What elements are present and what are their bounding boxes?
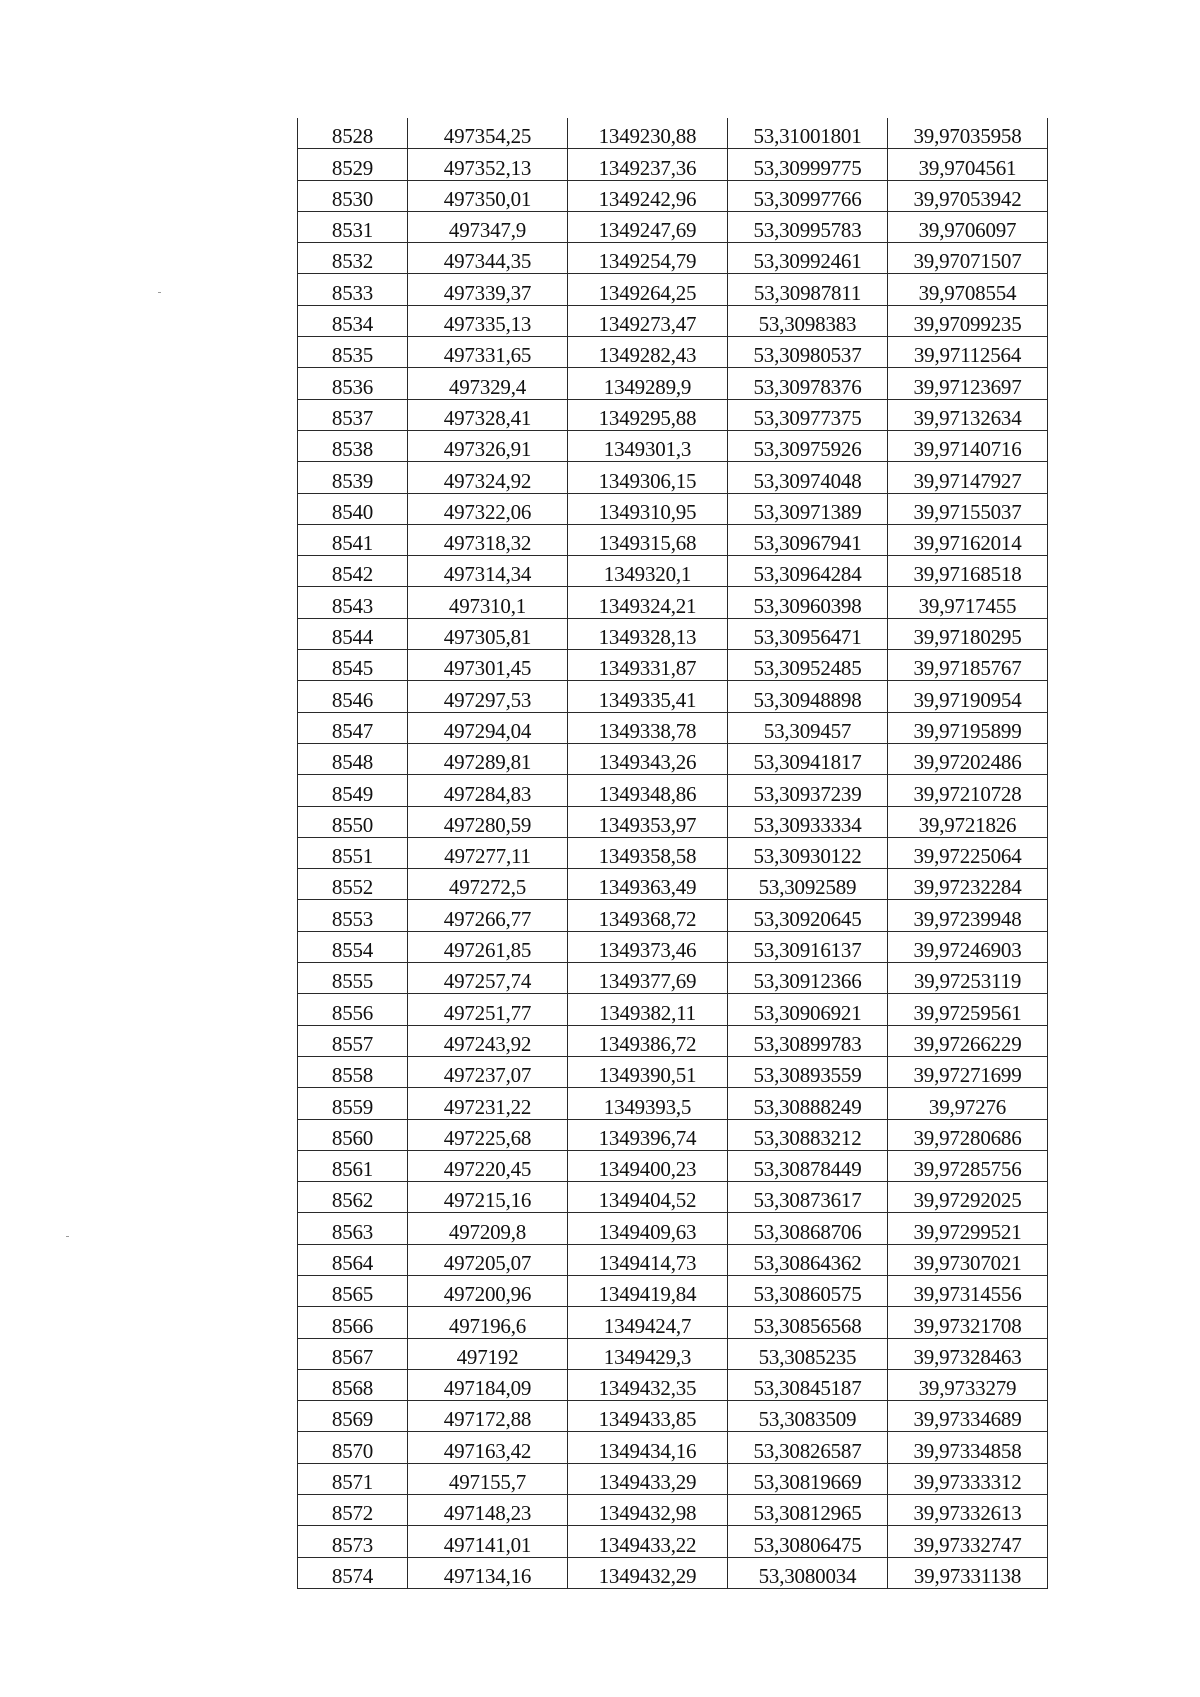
x-coordinate-cell: 497200,96 xyxy=(408,1275,568,1306)
point-number-cell: 8566 xyxy=(298,1307,408,1338)
point-number-cell: 8569 xyxy=(298,1401,408,1432)
latitude-cell: 53,3083509 xyxy=(728,1401,888,1432)
longitude-cell: 39,9717455 xyxy=(888,587,1048,618)
longitude-cell: 39,97162014 xyxy=(888,524,1048,555)
table-row xyxy=(298,1307,1048,1338)
latitude-cell: 53,30893559 xyxy=(728,1056,888,1087)
y-coordinate-cell: 1349306,15 xyxy=(568,462,728,493)
point-number-cell: 8571 xyxy=(298,1463,408,1494)
longitude-cell: 39,97276 xyxy=(888,1088,1048,1119)
y-coordinate-cell: 1349331,87 xyxy=(568,650,728,681)
table-row xyxy=(298,493,1048,524)
x-coordinate-cell: 497205,07 xyxy=(408,1244,568,1275)
point-number-cell: 8559 xyxy=(298,1088,408,1119)
table-row xyxy=(298,305,1048,336)
point-number-cell: 8551 xyxy=(298,837,408,868)
table-row xyxy=(298,1056,1048,1087)
x-coordinate-cell: 497231,22 xyxy=(408,1088,568,1119)
x-coordinate-cell: 497284,83 xyxy=(408,775,568,806)
x-coordinate-cell: 497225,68 xyxy=(408,1119,568,1150)
x-coordinate-cell: 497329,4 xyxy=(408,368,568,399)
longitude-cell: 39,97053942 xyxy=(888,180,1048,211)
table-row xyxy=(298,1244,1048,1275)
y-coordinate-cell: 1349386,72 xyxy=(568,1025,728,1056)
scan-speck xyxy=(66,1236,69,1237)
latitude-cell: 53,30845187 xyxy=(728,1369,888,1400)
x-coordinate-cell: 497134,16 xyxy=(408,1557,568,1588)
longitude-cell: 39,97280686 xyxy=(888,1119,1048,1150)
table-row xyxy=(298,618,1048,649)
latitude-cell: 53,30987811 xyxy=(728,274,888,305)
latitude-cell: 53,30978376 xyxy=(728,368,888,399)
table-row xyxy=(298,587,1048,618)
longitude-cell: 39,97285756 xyxy=(888,1150,1048,1181)
point-number-cell: 8544 xyxy=(298,618,408,649)
x-coordinate-cell: 497261,85 xyxy=(408,931,568,962)
point-number-cell: 8531 xyxy=(298,211,408,242)
longitude-cell: 39,97232284 xyxy=(888,869,1048,900)
point-number-cell: 8537 xyxy=(298,399,408,430)
longitude-cell: 39,9733279 xyxy=(888,1369,1048,1400)
table-row xyxy=(298,274,1048,305)
latitude-cell: 53,30960398 xyxy=(728,587,888,618)
table-row xyxy=(298,775,1048,806)
scan-speck xyxy=(158,292,161,293)
y-coordinate-cell: 1349358,58 xyxy=(568,837,728,868)
y-coordinate-cell: 1349432,98 xyxy=(568,1495,728,1526)
point-number-cell: 8541 xyxy=(298,524,408,555)
y-coordinate-cell: 1349363,49 xyxy=(568,869,728,900)
point-number-cell: 8564 xyxy=(298,1244,408,1275)
latitude-cell: 53,30856568 xyxy=(728,1307,888,1338)
point-number-cell: 8567 xyxy=(298,1338,408,1369)
latitude-cell: 53,30992461 xyxy=(728,243,888,274)
table-row xyxy=(298,1557,1048,1588)
longitude-cell: 39,9708554 xyxy=(888,274,1048,305)
x-coordinate-cell: 497301,45 xyxy=(408,650,568,681)
longitude-cell: 39,97155037 xyxy=(888,493,1048,524)
longitude-cell: 39,97246903 xyxy=(888,931,1048,962)
point-number-cell: 8533 xyxy=(298,274,408,305)
point-number-cell: 8555 xyxy=(298,963,408,994)
x-coordinate-cell: 497310,1 xyxy=(408,587,568,618)
latitude-cell: 53,30920645 xyxy=(728,900,888,931)
latitude-cell: 53,30826587 xyxy=(728,1432,888,1463)
y-coordinate-cell: 1349409,63 xyxy=(568,1213,728,1244)
latitude-cell: 53,31001801 xyxy=(728,118,888,149)
y-coordinate-cell: 1349343,26 xyxy=(568,743,728,774)
point-number-cell: 8545 xyxy=(298,650,408,681)
x-coordinate-cell: 497257,74 xyxy=(408,963,568,994)
y-coordinate-cell: 1349393,5 xyxy=(568,1088,728,1119)
table-row xyxy=(298,337,1048,368)
latitude-cell: 53,30952485 xyxy=(728,650,888,681)
point-number-cell: 8552 xyxy=(298,869,408,900)
x-coordinate-cell: 497344,35 xyxy=(408,243,568,274)
longitude-cell: 39,97112564 xyxy=(888,337,1048,368)
point-number-cell: 8528 xyxy=(298,118,408,149)
y-coordinate-cell: 1349353,97 xyxy=(568,806,728,837)
point-number-cell: 8574 xyxy=(298,1557,408,1588)
table-row xyxy=(298,462,1048,493)
y-coordinate-cell: 1349273,47 xyxy=(568,305,728,336)
latitude-cell: 53,30864362 xyxy=(728,1244,888,1275)
table-row xyxy=(298,1369,1048,1400)
latitude-cell: 53,30906921 xyxy=(728,994,888,1025)
table-row xyxy=(298,1119,1048,1150)
table-row xyxy=(298,1526,1048,1557)
table-row xyxy=(298,1401,1048,1432)
x-coordinate-cell: 497328,41 xyxy=(408,399,568,430)
table-row xyxy=(298,1463,1048,1494)
point-number-cell: 8560 xyxy=(298,1119,408,1150)
x-coordinate-cell: 497297,53 xyxy=(408,681,568,712)
table-row xyxy=(298,149,1048,180)
y-coordinate-cell: 1349254,79 xyxy=(568,243,728,274)
table-row xyxy=(298,556,1048,587)
table-row xyxy=(298,430,1048,461)
table-row xyxy=(298,712,1048,743)
latitude-cell: 53,30964284 xyxy=(728,556,888,587)
table-row xyxy=(298,869,1048,900)
y-coordinate-cell: 1349433,85 xyxy=(568,1401,728,1432)
latitude-cell: 53,30956471 xyxy=(728,618,888,649)
table-row xyxy=(298,837,1048,868)
longitude-cell: 39,97225064 xyxy=(888,837,1048,868)
y-coordinate-cell: 1349301,3 xyxy=(568,430,728,461)
y-coordinate-cell: 1349335,41 xyxy=(568,681,728,712)
longitude-cell: 39,97321708 xyxy=(888,1307,1048,1338)
y-coordinate-cell: 1349400,23 xyxy=(568,1150,728,1181)
x-coordinate-cell: 497324,92 xyxy=(408,462,568,493)
longitude-cell: 39,9706097 xyxy=(888,211,1048,242)
latitude-cell: 53,3085235 xyxy=(728,1338,888,1369)
point-number-cell: 8568 xyxy=(298,1369,408,1400)
longitude-cell: 39,97331138 xyxy=(888,1557,1048,1588)
table-row xyxy=(298,743,1048,774)
longitude-cell: 39,97292025 xyxy=(888,1182,1048,1213)
point-number-cell: 8573 xyxy=(298,1526,408,1557)
point-number-cell: 8572 xyxy=(298,1495,408,1526)
table-row xyxy=(298,1088,1048,1119)
point-number-cell: 8542 xyxy=(298,556,408,587)
table-row xyxy=(298,211,1048,242)
y-coordinate-cell: 1349404,52 xyxy=(568,1182,728,1213)
latitude-cell: 53,3080034 xyxy=(728,1557,888,1588)
y-coordinate-cell: 1349310,95 xyxy=(568,493,728,524)
point-number-cell: 8532 xyxy=(298,243,408,274)
x-coordinate-cell: 497243,92 xyxy=(408,1025,568,1056)
latitude-cell: 53,30930122 xyxy=(728,837,888,868)
point-number-cell: 8540 xyxy=(298,493,408,524)
x-coordinate-cell: 497266,77 xyxy=(408,900,568,931)
table-row xyxy=(298,931,1048,962)
table-row xyxy=(298,524,1048,555)
latitude-cell: 53,3098383 xyxy=(728,305,888,336)
longitude-cell: 39,97299521 xyxy=(888,1213,1048,1244)
point-number-cell: 8570 xyxy=(298,1432,408,1463)
longitude-cell: 39,97071507 xyxy=(888,243,1048,274)
longitude-cell: 39,97147927 xyxy=(888,462,1048,493)
point-number-cell: 8547 xyxy=(298,712,408,743)
table-row xyxy=(298,963,1048,994)
point-number-cell: 8565 xyxy=(298,1275,408,1306)
table-row xyxy=(298,180,1048,211)
x-coordinate-cell: 497305,81 xyxy=(408,618,568,649)
latitude-cell: 53,30948898 xyxy=(728,681,888,712)
y-coordinate-cell: 1349390,51 xyxy=(568,1056,728,1087)
y-coordinate-cell: 1349348,86 xyxy=(568,775,728,806)
longitude-cell: 39,97239948 xyxy=(888,900,1048,931)
point-number-cell: 8548 xyxy=(298,743,408,774)
x-coordinate-cell: 497339,37 xyxy=(408,274,568,305)
point-number-cell: 8538 xyxy=(298,430,408,461)
latitude-cell: 53,30937239 xyxy=(728,775,888,806)
latitude-cell: 53,3092589 xyxy=(728,869,888,900)
longitude-cell: 39,97334689 xyxy=(888,1401,1048,1432)
longitude-cell: 39,97185767 xyxy=(888,650,1048,681)
table-row xyxy=(298,1213,1048,1244)
x-coordinate-cell: 497331,65 xyxy=(408,337,568,368)
latitude-cell: 53,30873617 xyxy=(728,1182,888,1213)
y-coordinate-cell: 1349433,22 xyxy=(568,1526,728,1557)
point-number-cell: 8561 xyxy=(298,1150,408,1181)
latitude-cell: 53,30916137 xyxy=(728,931,888,962)
longitude-cell: 39,97332613 xyxy=(888,1495,1048,1526)
longitude-cell: 39,97168518 xyxy=(888,556,1048,587)
latitude-cell: 53,30878449 xyxy=(728,1150,888,1181)
point-number-cell: 8558 xyxy=(298,1056,408,1087)
table-row xyxy=(298,806,1048,837)
longitude-cell: 39,9721826 xyxy=(888,806,1048,837)
x-coordinate-cell: 497352,13 xyxy=(408,149,568,180)
y-coordinate-cell: 1349324,21 xyxy=(568,587,728,618)
x-coordinate-cell: 497237,07 xyxy=(408,1056,568,1087)
table-row xyxy=(298,1025,1048,1056)
point-number-cell: 8553 xyxy=(298,900,408,931)
table-row xyxy=(298,1432,1048,1463)
x-coordinate-cell: 497148,23 xyxy=(408,1495,568,1526)
latitude-cell: 53,30974048 xyxy=(728,462,888,493)
x-coordinate-cell: 497314,34 xyxy=(408,556,568,587)
x-coordinate-cell: 497280,59 xyxy=(408,806,568,837)
x-coordinate-cell: 497272,5 xyxy=(408,869,568,900)
point-number-cell: 8562 xyxy=(298,1182,408,1213)
table-row xyxy=(298,681,1048,712)
y-coordinate-cell: 1349230,88 xyxy=(568,118,728,149)
longitude-cell: 39,97333312 xyxy=(888,1463,1048,1494)
latitude-cell: 53,30971389 xyxy=(728,493,888,524)
y-coordinate-cell: 1349328,13 xyxy=(568,618,728,649)
longitude-cell: 39,97210728 xyxy=(888,775,1048,806)
latitude-cell: 53,30899783 xyxy=(728,1025,888,1056)
y-coordinate-cell: 1349295,88 xyxy=(568,399,728,430)
latitude-cell: 53,30888249 xyxy=(728,1088,888,1119)
table-row xyxy=(298,1338,1048,1369)
y-coordinate-cell: 1349242,96 xyxy=(568,180,728,211)
longitude-cell: 39,97259561 xyxy=(888,994,1048,1025)
coordinates-table xyxy=(297,118,1048,1589)
y-coordinate-cell: 1349338,78 xyxy=(568,712,728,743)
longitude-cell: 39,97202486 xyxy=(888,743,1048,774)
table-row xyxy=(298,650,1048,681)
latitude-cell: 53,30977375 xyxy=(728,399,888,430)
y-coordinate-cell: 1349433,29 xyxy=(568,1463,728,1494)
x-coordinate-cell: 497141,01 xyxy=(408,1526,568,1557)
x-coordinate-cell: 497335,13 xyxy=(408,305,568,336)
x-coordinate-cell: 497277,11 xyxy=(408,837,568,868)
point-number-cell: 8550 xyxy=(298,806,408,837)
table-row xyxy=(298,243,1048,274)
longitude-cell: 39,9704561 xyxy=(888,149,1048,180)
point-number-cell: 8556 xyxy=(298,994,408,1025)
y-coordinate-cell: 1349434,16 xyxy=(568,1432,728,1463)
latitude-cell: 53,309457 xyxy=(728,712,888,743)
x-coordinate-cell: 497196,6 xyxy=(408,1307,568,1338)
x-coordinate-cell: 497163,42 xyxy=(408,1432,568,1463)
latitude-cell: 53,30975926 xyxy=(728,430,888,461)
x-coordinate-cell: 497322,06 xyxy=(408,493,568,524)
latitude-cell: 53,30980537 xyxy=(728,337,888,368)
point-number-cell: 8546 xyxy=(298,681,408,712)
y-coordinate-cell: 1349237,36 xyxy=(568,149,728,180)
x-coordinate-cell: 497354,25 xyxy=(408,118,568,149)
point-number-cell: 8535 xyxy=(298,337,408,368)
point-number-cell: 8529 xyxy=(298,149,408,180)
latitude-cell: 53,30806475 xyxy=(728,1526,888,1557)
longitude-cell: 39,97195899 xyxy=(888,712,1048,743)
x-coordinate-cell: 497209,8 xyxy=(408,1213,568,1244)
y-coordinate-cell: 1349419,84 xyxy=(568,1275,728,1306)
latitude-cell: 53,30819669 xyxy=(728,1463,888,1494)
x-coordinate-cell: 497184,09 xyxy=(408,1369,568,1400)
longitude-cell: 39,97132634 xyxy=(888,399,1048,430)
longitude-cell: 39,97099235 xyxy=(888,305,1048,336)
point-number-cell: 8563 xyxy=(298,1213,408,1244)
longitude-cell: 39,97190954 xyxy=(888,681,1048,712)
table-row xyxy=(298,399,1048,430)
table-row xyxy=(298,900,1048,931)
coordinates-table-body xyxy=(298,118,1048,1588)
point-number-cell: 8549 xyxy=(298,775,408,806)
y-coordinate-cell: 1349429,3 xyxy=(568,1338,728,1369)
y-coordinate-cell: 1349377,69 xyxy=(568,963,728,994)
longitude-cell: 39,97314556 xyxy=(888,1275,1048,1306)
point-number-cell: 8534 xyxy=(298,305,408,336)
latitude-cell: 53,30997766 xyxy=(728,180,888,211)
point-number-cell: 8543 xyxy=(298,587,408,618)
y-coordinate-cell: 1349424,7 xyxy=(568,1307,728,1338)
x-coordinate-cell: 497192 xyxy=(408,1338,568,1369)
x-coordinate-cell: 497251,77 xyxy=(408,994,568,1025)
point-number-cell: 8530 xyxy=(298,180,408,211)
y-coordinate-cell: 1349264,25 xyxy=(568,274,728,305)
y-coordinate-cell: 1349282,43 xyxy=(568,337,728,368)
table-row xyxy=(298,368,1048,399)
point-number-cell: 8536 xyxy=(298,368,408,399)
latitude-cell: 53,30941817 xyxy=(728,743,888,774)
y-coordinate-cell: 1349289,9 xyxy=(568,368,728,399)
latitude-cell: 53,30933334 xyxy=(728,806,888,837)
x-coordinate-cell: 497294,04 xyxy=(408,712,568,743)
y-coordinate-cell: 1349396,74 xyxy=(568,1119,728,1150)
longitude-cell: 39,97123697 xyxy=(888,368,1048,399)
x-coordinate-cell: 497350,01 xyxy=(408,180,568,211)
longitude-cell: 39,97266229 xyxy=(888,1025,1048,1056)
longitude-cell: 39,97271699 xyxy=(888,1056,1048,1087)
point-number-cell: 8539 xyxy=(298,462,408,493)
y-coordinate-cell: 1349373,46 xyxy=(568,931,728,962)
latitude-cell: 53,30995783 xyxy=(728,211,888,242)
x-coordinate-cell: 497172,88 xyxy=(408,1401,568,1432)
point-number-cell: 8557 xyxy=(298,1025,408,1056)
longitude-cell: 39,97334858 xyxy=(888,1432,1048,1463)
latitude-cell: 53,30999775 xyxy=(728,149,888,180)
x-coordinate-cell: 497318,32 xyxy=(408,524,568,555)
x-coordinate-cell: 497220,45 xyxy=(408,1150,568,1181)
y-coordinate-cell: 1349432,29 xyxy=(568,1557,728,1588)
latitude-cell: 53,30912366 xyxy=(728,963,888,994)
x-coordinate-cell: 497326,91 xyxy=(408,430,568,461)
longitude-cell: 39,97140716 xyxy=(888,430,1048,461)
table-row xyxy=(298,118,1048,149)
longitude-cell: 39,97253119 xyxy=(888,963,1048,994)
y-coordinate-cell: 1349368,72 xyxy=(568,900,728,931)
table-row xyxy=(298,1182,1048,1213)
table-row xyxy=(298,1275,1048,1306)
table-row xyxy=(298,1150,1048,1181)
longitude-cell: 39,97307021 xyxy=(888,1244,1048,1275)
longitude-cell: 39,97180295 xyxy=(888,618,1048,649)
longitude-cell: 39,97328463 xyxy=(888,1338,1048,1369)
latitude-cell: 53,30812965 xyxy=(728,1495,888,1526)
x-coordinate-cell: 497347,9 xyxy=(408,211,568,242)
x-coordinate-cell: 497215,16 xyxy=(408,1182,568,1213)
latitude-cell: 53,30967941 xyxy=(728,524,888,555)
x-coordinate-cell: 497155,7 xyxy=(408,1463,568,1494)
latitude-cell: 53,30883212 xyxy=(728,1119,888,1150)
point-number-cell: 8554 xyxy=(298,931,408,962)
y-coordinate-cell: 1349414,73 xyxy=(568,1244,728,1275)
y-coordinate-cell: 1349382,11 xyxy=(568,994,728,1025)
y-coordinate-cell: 1349315,68 xyxy=(568,524,728,555)
latitude-cell: 53,30868706 xyxy=(728,1213,888,1244)
longitude-cell: 39,97332747 xyxy=(888,1526,1048,1557)
longitude-cell: 39,97035958 xyxy=(888,118,1048,149)
table-row xyxy=(298,1495,1048,1526)
y-coordinate-cell: 1349432,35 xyxy=(568,1369,728,1400)
latitude-cell: 53,30860575 xyxy=(728,1275,888,1306)
x-coordinate-cell: 497289,81 xyxy=(408,743,568,774)
y-coordinate-cell: 1349320,1 xyxy=(568,556,728,587)
y-coordinate-cell: 1349247,69 xyxy=(568,211,728,242)
table-row xyxy=(298,994,1048,1025)
